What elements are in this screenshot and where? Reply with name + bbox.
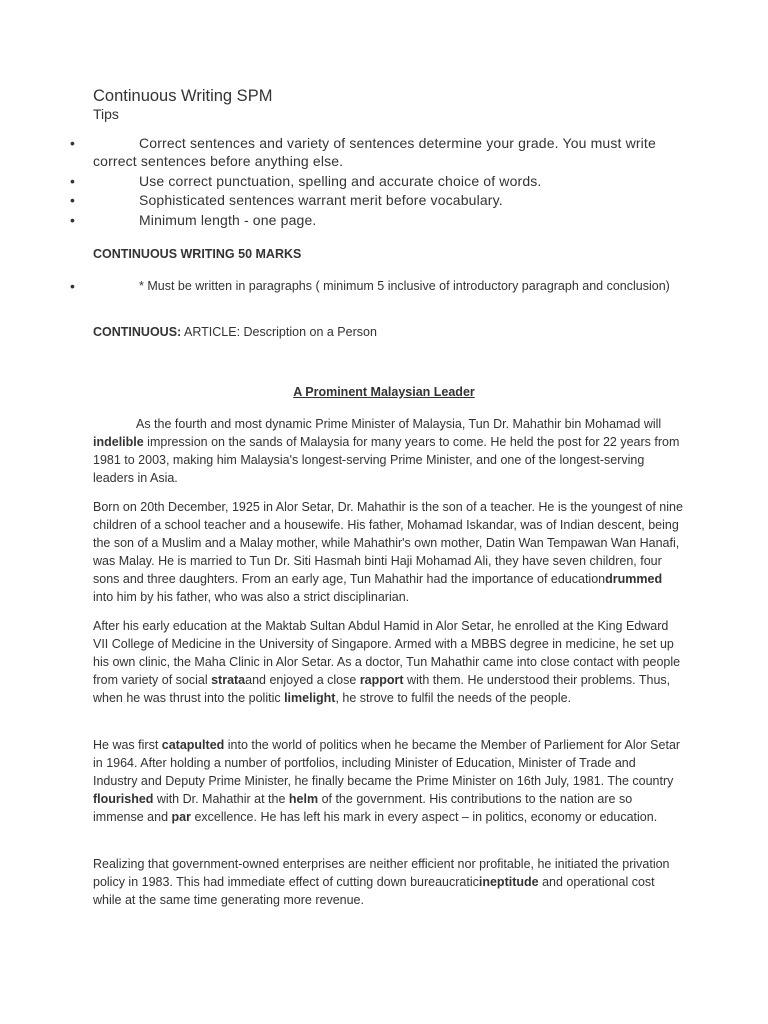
list-item: • Sophisticated sentences warrant merit before vocabulary. bbox=[70, 192, 503, 208]
continuous-line bbox=[93, 325, 377, 339]
article-title: A Prominent Malaysian Leader bbox=[293, 385, 475, 399]
paragraph-5: Realizing that government-owned enterprises are neither efficient nor profitable, he initiated the privation policy in 1983. This had immediate effect of cutting down bureaucraticineptitude and operational cost while at the same time generating more revenue. bbox=[93, 857, 670, 907]
bold-word: drummed bbox=[605, 572, 663, 586]
bullet-icon: • bbox=[70, 172, 76, 189]
paragraph-1: As the fourth and most dynamic Prime Minister of Malaysia, Tun Dr. Mahathir bin Mohamad will indelible impression on the sands of Malaysia for many years to come. He held the post for 22 years from 1981 to 2003, making him Malaysia's longest-serving Prime Minister, and one of the longest-serving leaders in Asia. bbox=[93, 417, 680, 485]
paragraph-2: Born on 20th December, 1925 in Alor Setar, Dr. Mahathir is the son of a teacher. He is the youngest of nine children of a school teacher and a housewife. His father, Mohamad Iskandar, was of Indian descent, being the son of a Muslim and a Malay mother, while Mahathir's own mother, Datin Wan Tempawan Wan Hanafi, was Malay. He is married to Tun Dr. Siti Hasmah binti Haji Mohamad Ali, they have seven children, four sons and three daughters. From an early age, Tun Mahathir had the importance of educationdrummed into him by his father, who was also a strict disciplinarian. bbox=[93, 500, 683, 604]
list-item: • * Must be written in paragraphs ( minimum 5 inclusive of introductory paragraph and conclusion) bbox=[70, 278, 670, 294]
list-item: • Minimum length - one page. bbox=[70, 211, 317, 228]
bold-word: strata bbox=[211, 673, 246, 687]
continuous-value: ARTICLE: Description on a Person bbox=[184, 325, 377, 339]
bullet-icon: • bbox=[70, 211, 76, 228]
paragraph-3: After his early education at the Maktab Sultan Abdul Hamid in Alor Setar, he enrolled at the King Edward VII College of Medicine in the University of Singapore. Armed with a MBBS degree in medicine, he set up his own clinic, the Maha Clinic in Alor Setar. As a doctor, Tun Mahathir came into close contact with people from variety of social strataand enjoyed a close rapport with them. He understood their problems. Thus, when he was thrust into the politic limelight, he strove to fulfil the needs of the people. bbox=[93, 619, 681, 705]
list-item: • Correct sentences and variety of sentences determine your grade. You must write correct sentences before anything else. bbox=[70, 135, 656, 169]
bold-word: catapulted bbox=[161, 738, 225, 752]
bold-word: helm bbox=[288, 792, 319, 806]
bold-word: indelible bbox=[93, 435, 144, 449]
list-item: • Use correct punctuation, spelling and accurate choice of words. bbox=[70, 172, 542, 189]
bullet-icon: • bbox=[70, 135, 76, 151]
bold-word: limelight bbox=[284, 691, 336, 705]
bullet-icon: • bbox=[70, 192, 76, 208]
note-list bbox=[70, 277, 673, 295]
section-heading: CONTINUOUS WRITING 50 MARKS bbox=[93, 247, 302, 261]
document-subtitle: Tips bbox=[93, 106, 119, 122]
bold-word: flourished bbox=[93, 792, 154, 806]
bullet-icon: • bbox=[70, 278, 75, 294]
bold-word: par bbox=[171, 810, 191, 824]
bold-word: rapport bbox=[359, 673, 404, 687]
continuous-label: CONTINUOUS: bbox=[93, 325, 182, 339]
tips-list bbox=[70, 134, 673, 230]
bold-word: ineptitude bbox=[478, 875, 539, 889]
document-title: Continuous Writing SPM bbox=[93, 87, 273, 105]
paragraph-4: He was first catapulted into the world of politics when he became the Member of Parliement for Alor Setar in 1964. After holding a number of portfolios, including Minister of Education, Minister of Trade and Industry and Deputy Prime Minister, he finally became the Prime Minister on 16th July, 1981. The country flourished with Dr. Mahathir at the helm of the government. His contributions to the nation are so immense and par excellence. He has left his mark in every aspect – in politics, economy or education. bbox=[93, 738, 681, 824]
